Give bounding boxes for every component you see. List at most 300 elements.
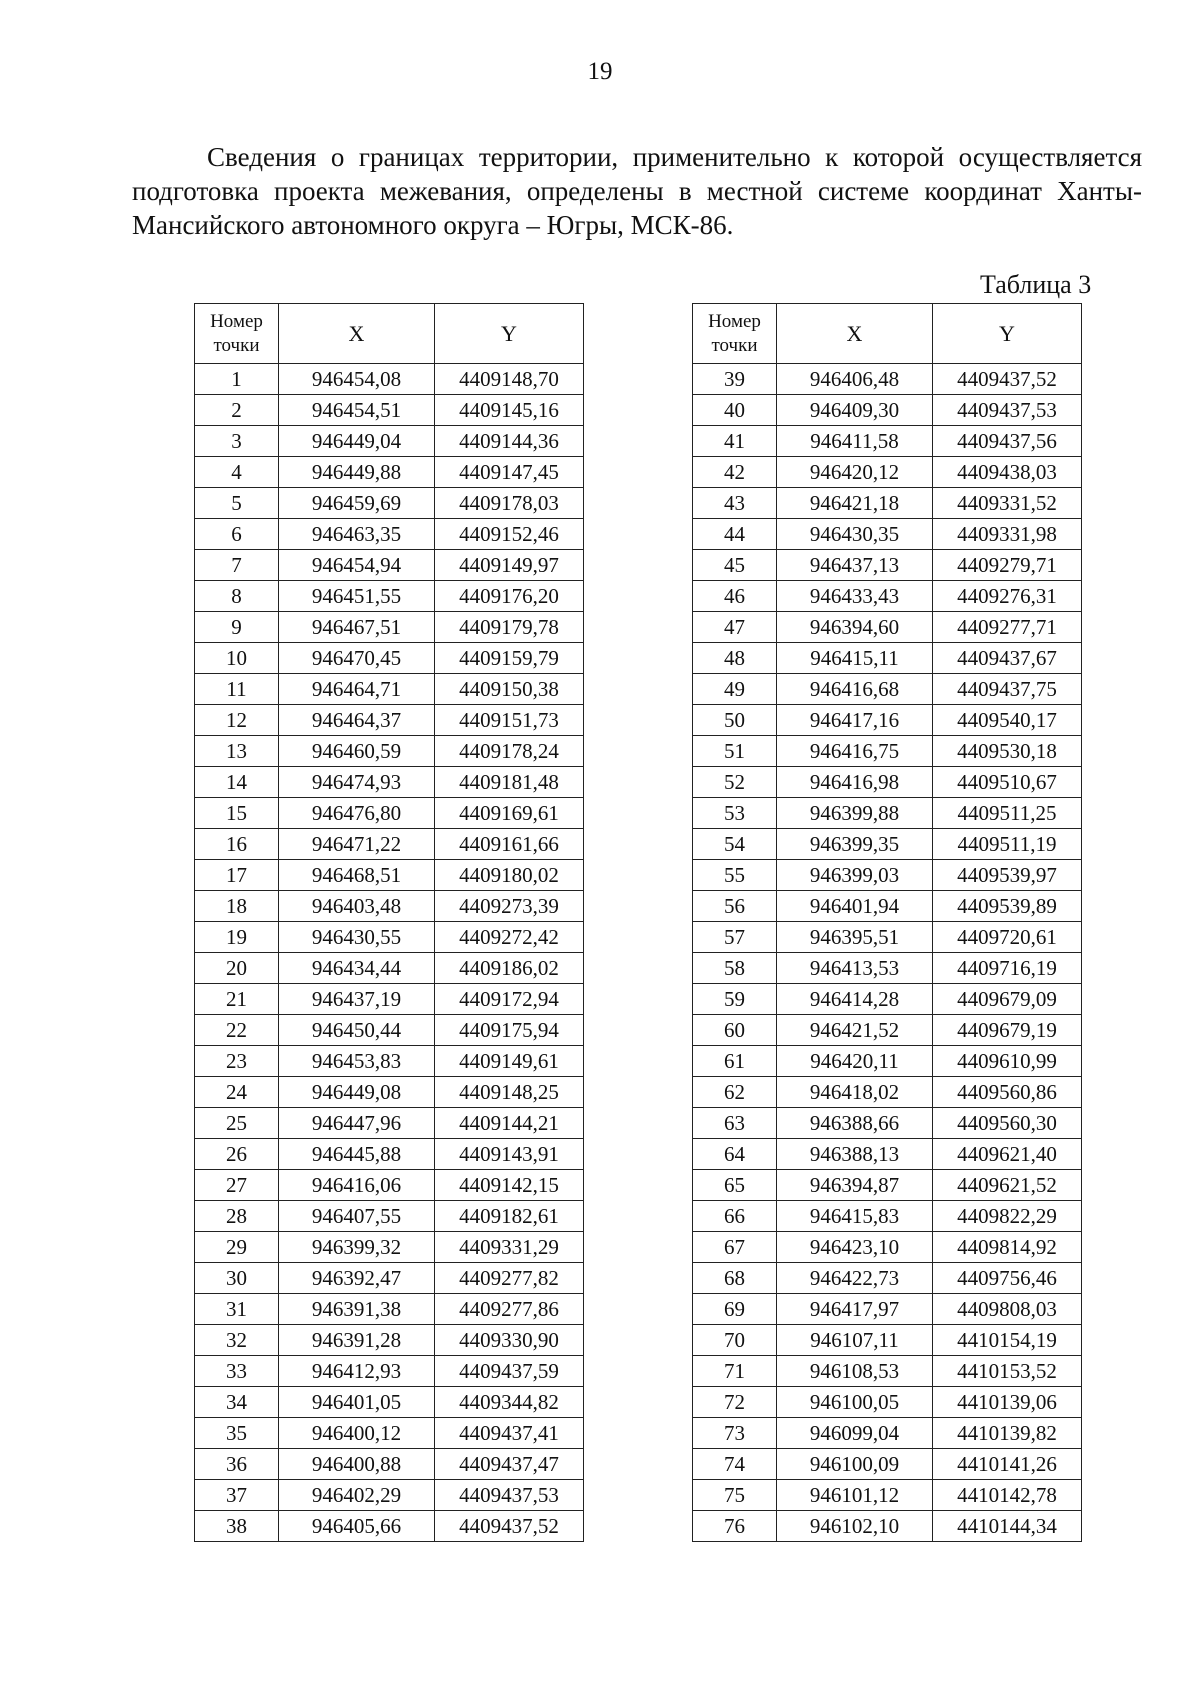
table-row [693, 891, 1082, 922]
table-row [195, 426, 584, 457]
x-cell: 946413,53 [777, 953, 933, 984]
point-number-cell: 40 [693, 395, 777, 426]
y-cell: 4409437,52 [435, 1511, 584, 1542]
y-cell: 4409182,61 [435, 1201, 584, 1232]
y-cell: 4409539,89 [933, 891, 1082, 922]
header-point-number: Номер точки [195, 304, 279, 364]
y-cell: 4409148,70 [435, 364, 584, 395]
table-row [693, 364, 1082, 395]
y-cell: 4409621,40 [933, 1139, 1082, 1170]
x-cell: 946476,80 [279, 798, 435, 829]
x-cell: 946406,48 [777, 364, 933, 395]
table-row [195, 581, 584, 612]
table-row [693, 1418, 1082, 1449]
table-row [195, 1139, 584, 1170]
point-number-cell: 6 [195, 519, 279, 550]
y-cell: 4409144,21 [435, 1108, 584, 1139]
y-cell: 4409148,25 [435, 1077, 584, 1108]
table-row [693, 581, 1082, 612]
x-cell: 946411,58 [777, 426, 933, 457]
y-cell: 4409437,53 [933, 395, 1082, 426]
x-cell: 946416,06 [279, 1170, 435, 1201]
table-caption: Таблица 3 [980, 270, 1092, 299]
y-cell: 4409150,38 [435, 674, 584, 705]
point-number-cell: 34 [195, 1387, 279, 1418]
point-number-cell: 4 [195, 457, 279, 488]
point-number-cell: 39 [693, 364, 777, 395]
x-cell: 946401,94 [777, 891, 933, 922]
x-cell: 946460,59 [279, 736, 435, 767]
x-cell: 946464,37 [279, 705, 435, 736]
point-number-cell: 59 [693, 984, 777, 1015]
table-row [693, 550, 1082, 581]
table-row [693, 1232, 1082, 1263]
y-cell: 4410154,19 [933, 1325, 1082, 1356]
table-row [693, 1201, 1082, 1232]
x-cell: 946388,66 [777, 1108, 933, 1139]
table-row [693, 1356, 1082, 1387]
y-cell: 4409161,66 [435, 829, 584, 860]
table-header-row [195, 304, 584, 364]
point-number-cell: 1 [195, 364, 279, 395]
point-number-cell: 11 [195, 674, 279, 705]
header-y: Y [933, 304, 1082, 364]
table-row [693, 1015, 1082, 1046]
x-cell: 946467,51 [279, 612, 435, 643]
point-number-cell: 47 [693, 612, 777, 643]
table-row [693, 829, 1082, 860]
y-cell: 4409330,90 [435, 1325, 584, 1356]
table-row [693, 1387, 1082, 1418]
point-number-cell: 75 [693, 1480, 777, 1511]
y-cell: 4409180,02 [435, 860, 584, 891]
table-row [195, 953, 584, 984]
x-cell: 946430,55 [279, 922, 435, 953]
y-cell: 4409540,17 [933, 705, 1082, 736]
y-cell: 4409149,61 [435, 1046, 584, 1077]
x-cell: 946391,28 [279, 1325, 435, 1356]
y-cell: 4409145,16 [435, 395, 584, 426]
table-row [693, 674, 1082, 705]
x-cell: 946420,12 [777, 457, 933, 488]
x-cell: 946453,83 [279, 1046, 435, 1077]
table-row [693, 457, 1082, 488]
table-row [693, 1077, 1082, 1108]
point-number-cell: 42 [693, 457, 777, 488]
point-number-cell: 53 [693, 798, 777, 829]
table-row [693, 1480, 1082, 1511]
point-number-cell: 56 [693, 891, 777, 922]
y-cell: 4409530,18 [933, 736, 1082, 767]
table-row [195, 736, 584, 767]
x-cell: 946399,03 [777, 860, 933, 891]
y-cell: 4409560,86 [933, 1077, 1082, 1108]
y-cell: 4409437,47 [435, 1449, 584, 1480]
point-number-cell: 48 [693, 643, 777, 674]
coordinates-table-left [194, 303, 584, 1542]
point-number-cell: 8 [195, 581, 279, 612]
x-cell: 946417,97 [777, 1294, 933, 1325]
x-cell: 946437,19 [279, 984, 435, 1015]
point-number-cell: 15 [195, 798, 279, 829]
x-cell: 946423,10 [777, 1232, 933, 1263]
header-y: Y [435, 304, 584, 364]
table-row [195, 643, 584, 674]
y-cell: 4410139,06 [933, 1387, 1082, 1418]
table-row [693, 519, 1082, 550]
x-cell: 946399,88 [777, 798, 933, 829]
table-row [195, 364, 584, 395]
y-cell: 4409147,45 [435, 457, 584, 488]
x-cell: 946447,96 [279, 1108, 435, 1139]
y-cell: 4409679,09 [933, 984, 1082, 1015]
y-cell: 4409510,67 [933, 767, 1082, 798]
x-cell: 946402,29 [279, 1480, 435, 1511]
x-cell: 946418,02 [777, 1077, 933, 1108]
table-row [195, 1263, 584, 1294]
y-cell: 4409437,75 [933, 674, 1082, 705]
point-number-cell: 27 [195, 1170, 279, 1201]
table-row [195, 1387, 584, 1418]
point-number-cell: 45 [693, 550, 777, 581]
x-cell: 946412,93 [279, 1356, 435, 1387]
x-cell: 946394,87 [777, 1170, 933, 1201]
point-number-cell: 71 [693, 1356, 777, 1387]
x-cell: 946468,51 [279, 860, 435, 891]
y-cell: 4409808,03 [933, 1294, 1082, 1325]
point-number-cell: 57 [693, 922, 777, 953]
y-cell: 4409151,73 [435, 705, 584, 736]
table-row [195, 1325, 584, 1356]
y-cell: 4409169,61 [435, 798, 584, 829]
table-row [693, 922, 1082, 953]
point-number-cell: 64 [693, 1139, 777, 1170]
point-number-cell: 5 [195, 488, 279, 519]
header-point-number: Номер точки [693, 304, 777, 364]
y-cell: 4409539,97 [933, 860, 1082, 891]
y-cell: 4409610,99 [933, 1046, 1082, 1077]
x-cell: 946394,60 [777, 612, 933, 643]
point-number-cell: 65 [693, 1170, 777, 1201]
x-cell: 946445,88 [279, 1139, 435, 1170]
y-cell: 4410153,52 [933, 1356, 1082, 1387]
x-cell: 946454,08 [279, 364, 435, 395]
table-row [195, 1046, 584, 1077]
intro-paragraph: Сведения о границах территории, применительно к которой осуществляется подготовка проекта межевания, определены в местной системе координат Ханты-Мансийского автономного округа – Югры, МСК-86. [132, 142, 1142, 240]
table-row [195, 1418, 584, 1449]
point-number-cell: 33 [195, 1356, 279, 1387]
y-cell: 4409277,71 [933, 612, 1082, 643]
x-cell: 946422,73 [777, 1263, 933, 1294]
table-row [195, 1015, 584, 1046]
x-cell: 946395,51 [777, 922, 933, 953]
x-cell: 946388,13 [777, 1139, 933, 1170]
y-cell: 4409142,15 [435, 1170, 584, 1201]
point-number-cell: 18 [195, 891, 279, 922]
point-number-cell: 29 [195, 1232, 279, 1263]
y-cell: 4409438,03 [933, 457, 1082, 488]
point-number-cell: 43 [693, 488, 777, 519]
point-number-cell: 46 [693, 581, 777, 612]
table-row [195, 767, 584, 798]
point-number-cell: 7 [195, 550, 279, 581]
x-cell: 946400,88 [279, 1449, 435, 1480]
point-number-cell: 51 [693, 736, 777, 767]
x-cell: 946416,75 [777, 736, 933, 767]
x-cell: 946421,52 [777, 1015, 933, 1046]
point-number-cell: 36 [195, 1449, 279, 1480]
table-row [693, 612, 1082, 643]
x-cell: 946463,35 [279, 519, 435, 550]
point-number-cell: 23 [195, 1046, 279, 1077]
point-number-cell: 62 [693, 1077, 777, 1108]
y-cell: 4409822,29 [933, 1201, 1082, 1232]
y-cell: 4409331,29 [435, 1232, 584, 1263]
y-cell: 4409149,97 [435, 550, 584, 581]
table-row [195, 488, 584, 519]
table-row [693, 953, 1082, 984]
point-number-cell: 69 [693, 1294, 777, 1325]
x-cell: 946392,47 [279, 1263, 435, 1294]
table-row [693, 798, 1082, 829]
y-cell: 4409272,42 [435, 922, 584, 953]
y-cell: 4409437,67 [933, 643, 1082, 674]
x-cell: 946400,12 [279, 1418, 435, 1449]
point-number-cell: 54 [693, 829, 777, 860]
x-cell: 946437,13 [777, 550, 933, 581]
point-number-cell: 22 [195, 1015, 279, 1046]
y-cell: 4409273,39 [435, 891, 584, 922]
point-number-cell: 61 [693, 1046, 777, 1077]
table-row [195, 1480, 584, 1511]
point-number-cell: 30 [195, 1263, 279, 1294]
point-number-cell: 24 [195, 1077, 279, 1108]
y-cell: 4409437,56 [933, 426, 1082, 457]
y-cell: 4409276,31 [933, 581, 1082, 612]
table-row [195, 922, 584, 953]
y-cell: 4409279,71 [933, 550, 1082, 581]
point-number-cell: 76 [693, 1511, 777, 1542]
table-row [693, 984, 1082, 1015]
y-cell: 4409814,92 [933, 1232, 1082, 1263]
y-cell: 4409179,78 [435, 612, 584, 643]
table-row [693, 1046, 1082, 1077]
point-number-cell: 13 [195, 736, 279, 767]
point-number-cell: 25 [195, 1108, 279, 1139]
table-row [195, 705, 584, 736]
point-number-cell: 63 [693, 1108, 777, 1139]
page-number: 19 [587, 58, 613, 85]
point-number-cell: 2 [195, 395, 279, 426]
y-cell: 4409437,52 [933, 364, 1082, 395]
table-row [693, 1108, 1082, 1139]
x-cell: 946100,09 [777, 1449, 933, 1480]
point-number-cell: 73 [693, 1418, 777, 1449]
y-cell: 4409621,52 [933, 1170, 1082, 1201]
y-cell: 4409437,53 [435, 1480, 584, 1511]
y-cell: 4410144,34 [933, 1511, 1082, 1542]
table-row [195, 984, 584, 1015]
y-cell: 4409679,19 [933, 1015, 1082, 1046]
header-x: X [279, 304, 435, 364]
x-cell: 946451,55 [279, 581, 435, 612]
point-number-cell: 35 [195, 1418, 279, 1449]
table-row [195, 457, 584, 488]
x-cell: 946417,16 [777, 705, 933, 736]
x-cell: 946430,35 [777, 519, 933, 550]
x-cell: 946459,69 [279, 488, 435, 519]
point-number-cell: 52 [693, 767, 777, 798]
point-number-cell: 20 [195, 953, 279, 984]
x-cell: 946470,45 [279, 643, 435, 674]
table-row [195, 860, 584, 891]
y-cell: 4409176,20 [435, 581, 584, 612]
y-cell: 4410141,26 [933, 1449, 1082, 1480]
point-number-cell: 70 [693, 1325, 777, 1356]
y-cell: 4409716,19 [933, 953, 1082, 984]
table-row [195, 798, 584, 829]
table-row [195, 1449, 584, 1480]
x-cell: 946415,83 [777, 1201, 933, 1232]
point-number-cell: 26 [195, 1139, 279, 1170]
y-cell: 4409144,36 [435, 426, 584, 457]
x-cell: 946101,12 [777, 1480, 933, 1511]
x-cell: 946420,11 [777, 1046, 933, 1077]
point-number-cell: 14 [195, 767, 279, 798]
table-row [693, 860, 1082, 891]
table-row [693, 1294, 1082, 1325]
x-cell: 946433,43 [777, 581, 933, 612]
point-number-cell: 49 [693, 674, 777, 705]
x-cell: 946102,10 [777, 1511, 933, 1542]
y-cell: 4409277,82 [435, 1263, 584, 1294]
x-cell: 946414,28 [777, 984, 933, 1015]
table-header-row [693, 304, 1082, 364]
x-cell: 946391,38 [279, 1294, 435, 1325]
y-cell: 4409437,41 [435, 1418, 584, 1449]
x-cell: 946416,98 [777, 767, 933, 798]
table-row [195, 891, 584, 922]
y-cell: 4410142,78 [933, 1480, 1082, 1511]
point-number-cell: 60 [693, 1015, 777, 1046]
point-number-cell: 66 [693, 1201, 777, 1232]
x-cell: 946107,11 [777, 1325, 933, 1356]
table-row [195, 1356, 584, 1387]
point-number-cell: 19 [195, 922, 279, 953]
x-cell: 946449,04 [279, 426, 435, 457]
y-cell: 4409511,19 [933, 829, 1082, 860]
table-row [693, 1449, 1082, 1480]
x-cell: 946464,71 [279, 674, 435, 705]
x-cell: 946399,32 [279, 1232, 435, 1263]
point-number-cell: 55 [693, 860, 777, 891]
point-number-cell: 72 [693, 1387, 777, 1418]
x-cell: 946450,44 [279, 1015, 435, 1046]
x-cell: 946401,05 [279, 1387, 435, 1418]
table-row [693, 1263, 1082, 1294]
y-cell: 4409277,86 [435, 1294, 584, 1325]
point-number-cell: 17 [195, 860, 279, 891]
x-cell: 946099,04 [777, 1418, 933, 1449]
point-number-cell: 44 [693, 519, 777, 550]
y-cell: 4409152,46 [435, 519, 584, 550]
table-row [693, 488, 1082, 519]
point-number-cell: 28 [195, 1201, 279, 1232]
header-x: X [777, 304, 933, 364]
y-cell: 4409178,03 [435, 488, 584, 519]
y-cell: 4409344,82 [435, 1387, 584, 1418]
table-row [195, 612, 584, 643]
x-cell: 946434,44 [279, 953, 435, 984]
table-row [195, 1108, 584, 1139]
point-number-cell: 50 [693, 705, 777, 736]
y-cell: 4409560,30 [933, 1108, 1082, 1139]
table-row [693, 643, 1082, 674]
x-cell: 946471,22 [279, 829, 435, 860]
y-cell: 4409437,59 [435, 1356, 584, 1387]
point-number-cell: 58 [693, 953, 777, 984]
x-cell: 946409,30 [777, 395, 933, 426]
x-cell: 946407,55 [279, 1201, 435, 1232]
point-number-cell: 16 [195, 829, 279, 860]
point-number-cell: 37 [195, 1480, 279, 1511]
y-cell: 4409331,98 [933, 519, 1082, 550]
point-number-cell: 10 [195, 643, 279, 674]
x-cell: 946474,93 [279, 767, 435, 798]
x-cell: 946421,18 [777, 488, 933, 519]
table-row [693, 1170, 1082, 1201]
point-number-cell: 12 [195, 705, 279, 736]
x-cell: 946403,48 [279, 891, 435, 922]
y-cell: 4409511,25 [933, 798, 1082, 829]
x-cell: 946405,66 [279, 1511, 435, 1542]
y-cell: 4410139,82 [933, 1418, 1082, 1449]
y-cell: 4409181,48 [435, 767, 584, 798]
point-number-cell: 9 [195, 612, 279, 643]
y-cell: 4409143,91 [435, 1139, 584, 1170]
y-cell: 4409186,02 [435, 953, 584, 984]
table-row [693, 1139, 1082, 1170]
x-cell: 946399,35 [777, 829, 933, 860]
table-row [693, 705, 1082, 736]
table-row [195, 1077, 584, 1108]
table-row [195, 519, 584, 550]
point-number-cell: 32 [195, 1325, 279, 1356]
table-row [693, 767, 1082, 798]
table-row [195, 829, 584, 860]
x-cell: 946449,88 [279, 457, 435, 488]
table-row [195, 1232, 584, 1263]
x-cell: 946454,51 [279, 395, 435, 426]
table-row [195, 1170, 584, 1201]
x-cell: 946449,08 [279, 1077, 435, 1108]
point-number-cell: 74 [693, 1449, 777, 1480]
x-cell: 946108,53 [777, 1356, 933, 1387]
y-cell: 4409331,52 [933, 488, 1082, 519]
x-cell: 946415,11 [777, 643, 933, 674]
table-row [195, 395, 584, 426]
y-cell: 4409720,61 [933, 922, 1082, 953]
point-number-cell: 67 [693, 1232, 777, 1263]
point-number-cell: 38 [195, 1511, 279, 1542]
table-row [195, 550, 584, 581]
point-number-cell: 41 [693, 426, 777, 457]
y-cell: 4409178,24 [435, 736, 584, 767]
y-cell: 4409175,94 [435, 1015, 584, 1046]
coordinates-table-right [692, 303, 1082, 1542]
table-row [693, 1511, 1082, 1542]
point-number-cell: 21 [195, 984, 279, 1015]
